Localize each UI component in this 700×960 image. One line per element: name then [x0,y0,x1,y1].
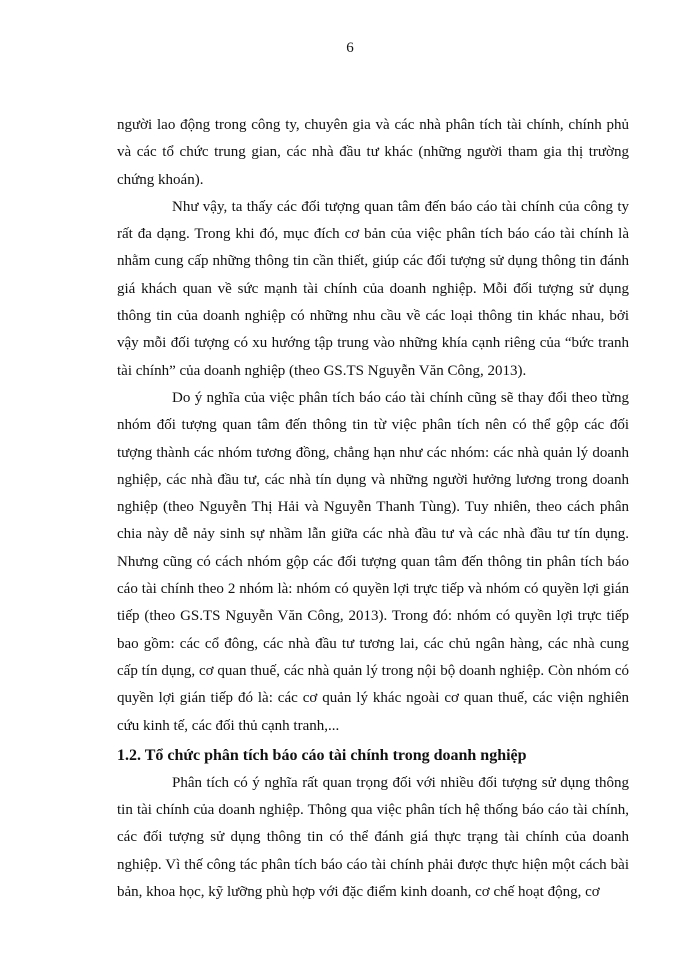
paragraph: Do ý nghĩa của việc phân tích báo cáo tài chính cũng sẽ thay đổi theo từng nhóm đối tượng quan tâm đến thông tin từ việc phân tích nên có thể gộp các đối tượng thành các nhóm tương đồng, chẳng hạn như các nhóm: các nhà quản lý doanh nghiệp, các nhà đầu tư, các nhà tín dụng và những người hưởng lương trong doanh nghiệp (theo Nguyễn Thị Hải và Nguyễn Thanh Tùng). Tuy nhiên, theo cách phân chia này dễ nảy sinh sự nhầm lẫn giữa các nhà đầu tư và các nhà đầu tư tín dụng. Nhưng cũng có cách nhóm gộp các đối tượng quan tâm đến thông tin phân tích báo cáo tài chính theo 2 nhóm là: nhóm có quyền lợi trực tiếp và nhóm có quyền lợi gián tiếp (theo GS.TS Nguyễn Văn Công, 2013). Trong đó: nhóm có quyền lợi trực tiếp bao gồm: các cổ đông, các nhà đầu tư tương lai, các chủ ngân hàng, các nhà cung cấp tín dụng, cơ quan thuế, các nhà quản lý trong nội bộ doanh nghiệp. Còn nhóm có quyền lợi gián tiếp đó là: các cơ quản lý khác ngoài cơ quan thuế, các viện nghiên cứu kinh tế, các đối thủ cạnh tranh,... [117,389,629,734]
section-heading: 1.2. Tổ chức phân tích báo cáo tài chính trong doanh nghiệp [117,746,527,764]
page-number: 6 [346,40,354,56]
paragraph: Như vậy, ta thấy các đối tượng quan tâm đến báo cáo tài chính của công ty rất đa dạng. Trong khi đó, mục đích cơ bản của việc phân tích báo cáo tài chính là nhằm cung cấp những thông tin cần thiết, giúp các đối tượng sử dụng thông tin đánh giá khách quan về sức mạnh tài chính của doanh nghiệp. Mỗi đối tượng sử dụng thông tin của doanh nghiệp có những nhu cầu về các loại thông tin khác nhau, bởi vậy mỗi đối tượng có xu hướng tập trung vào những khía cạnh riêng của “bức tranh tài chính” của doanh nghiệp (theo GS.TS Nguyễn Văn Công, 2013). [117,198,629,379]
paragraph: người lao động trong công ty, chuyên gia và các nhà phân tích tài chính, chính phủ và các tổ chức trung gian, các nhà đầu tư khác (những người tham gia thị trường chứng khoán). [117,117,629,188]
page-body [117,112,629,906]
paragraph: Phân tích có ý nghĩa rất quan trọng đối với nhiều đối tượng sử dụng thông tin tài chính của doanh nghiệp. Thông qua việc phân tích hệ thống báo cáo tài chính, các đối tượng sử dụng thông tin có thể đánh giá thực trạng tài chính của doanh nghiệp. Vì thế công tác phân tích báo cáo tài chính phải được thực hiện một cách bài bản, khoa học, kỹ lưỡng phù hợp với đặc điểm kinh doanh, cơ chế hoạt động, cơ [117,774,629,901]
